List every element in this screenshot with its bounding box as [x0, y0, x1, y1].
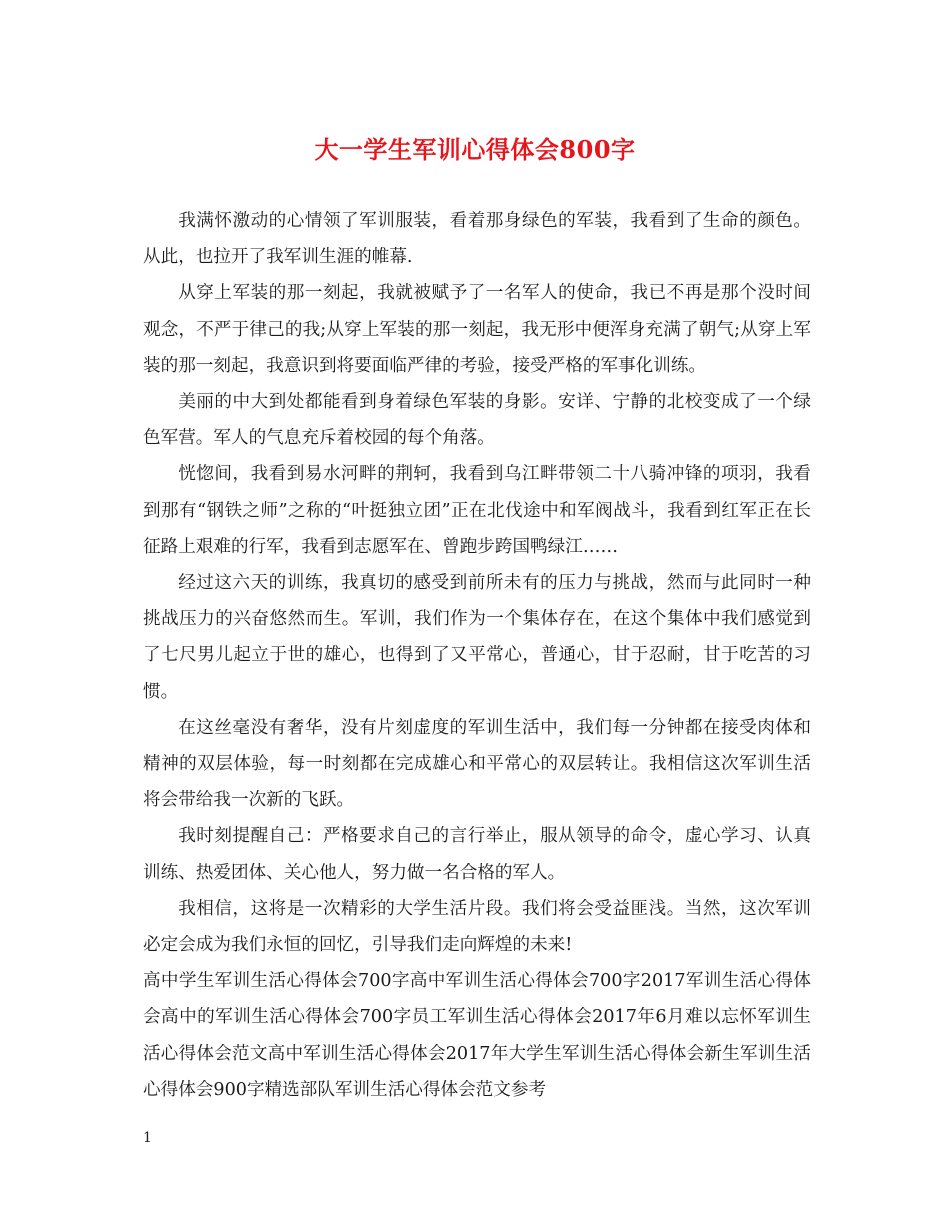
page-number: 1: [143, 1130, 152, 1146]
paragraph-6: 在这丝毫没有奢华，没有片刻虚度的军训生活中，我们每一分钟都在接受肉体和精神的双层体验，每一时刻都在完成雄心和平常心的双层转让。我相信这次军训生活将会带给我一次新的飞跃。: [143, 717, 811, 811]
paragraph-8: 我相信，这将是一次精彩的大学生活片段。我们将会受益匪浅。当然，这次军训必定会成为我们永恒的回忆，引导我们走向辉煌的未来!: [143, 898, 811, 956]
paragraph-7: 我时刻提醒自己：严格要求自己的言行举止，服从领导的命令，虚心学习、认真训练、热爱团体、关心他人，努力做一名合格的军人。: [143, 826, 811, 883]
paragraph-4: 恍惚间，我看到易水河畔的荆轲，我看到乌江畔带领二十八骑冲锋的项羽，我看到那有“钢铁之师”之称的“叶挺独立团”正在北伐途中和军阀战斗，我看到红军正在长征路上艰难的行军，我看到志愿军在、曾跑步跨国鸭绿江……: [143, 464, 811, 557]
related-articles: 高中学生军训生活心得体会700字高中军训生活心得体会700字2017军训生活心得体会高中的军训生活心得体会700字员工军训生活心得体会2017年6月难以忘怀军训生活心得体会范文高中军训生活心得体会2017年大学生军训生活心得体会新生军训生活心得体会900字精选部队军训生活心得体会范文参考: [143, 971, 811, 1100]
paragraph-1: 我满怀激动的心情领了军训服装，看着那身绿色的军装，我看到了生命的颜色。从此，也拉开了我军训生涯的帷幕.: [143, 211, 811, 268]
paragraph-5: 经过这六天的训练，我真切的感受到前所未有的压力与挑战，然而与此同时一种挑战压力的兴奋悠然而生。军训，我们作为一个集体存在，在这个集体中我们感觉到了七尺男儿起立于世的雄心，也得到了又平常心，普通心，甘于忍耐，甘于吃苦的习惯。: [143, 573, 811, 702]
paragraph-2: 从穿上军装的那一刻起，我就被赋予了一名军人的使命，我已不再是那个没时间观念，不严于律己的我;从穿上军装的那一刻起，我无形中便浑身充满了朝气;从穿上军装的那一刻起，我意识到将要面临严律的考验，接受严格的军事化训练。: [143, 283, 811, 376]
document-body: [143, 203, 811, 1108]
paragraph-3: 美丽的中大到处都能看到身着绿色军装的身影。安详、宁静的北校变成了一个绿色军营。军人的气息充斥着校园的每个角落。: [143, 392, 811, 449]
document-title: 大一学生军训心得体会800字: [314, 135, 636, 164]
